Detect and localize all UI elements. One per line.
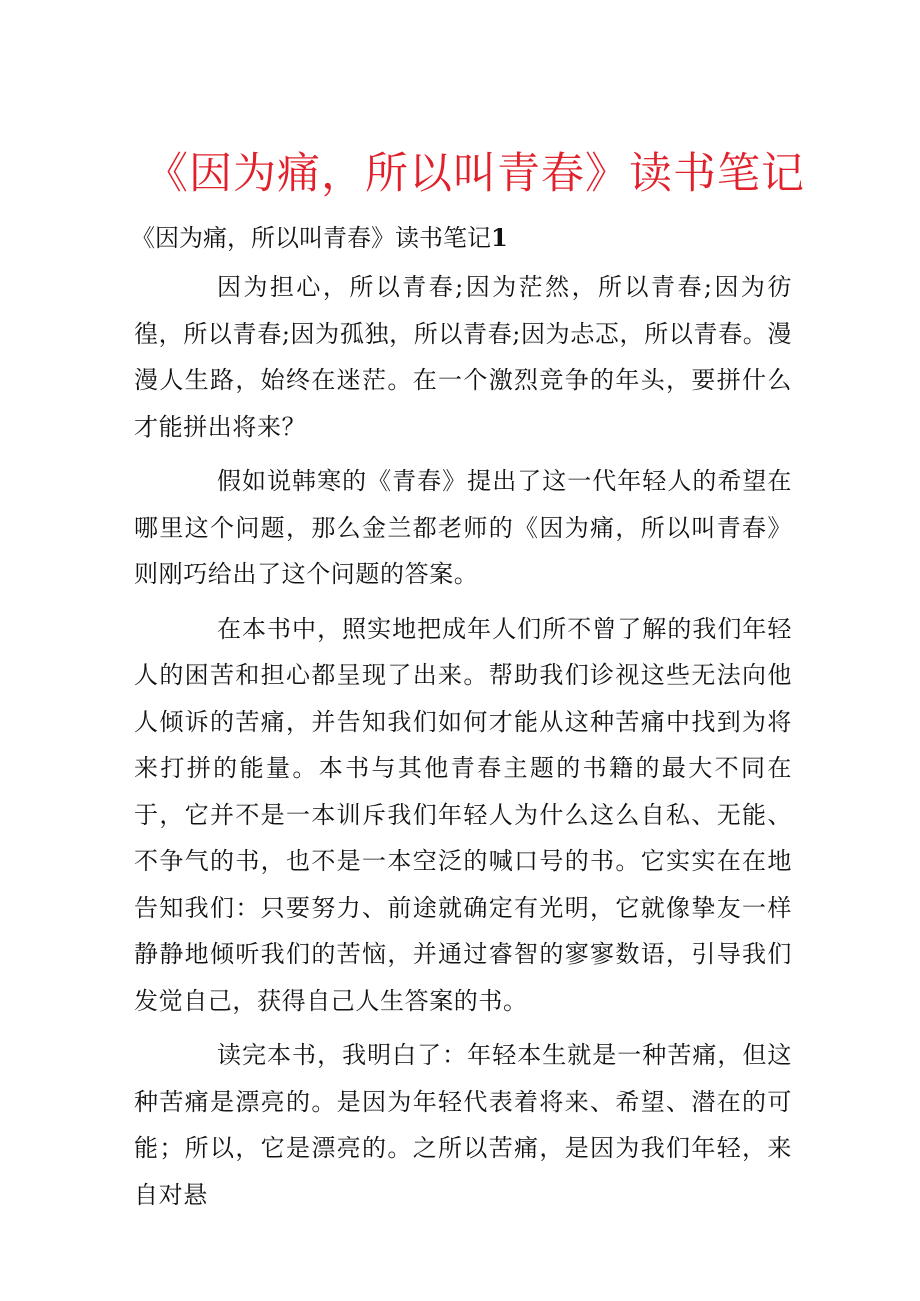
paragraph-4: 读完本书，我明白了：年轻本生就是一种苦痛，但这种苦痛是漂亮的。是因为年轻代表着将来、希望、潜在的可能；所以，它是漂亮的。之所以苦痛，是因为我们年轻，来自对悬: [134, 1041, 792, 1209]
paragraph-2: 假如说韩寒的《青春》提出了这一代年轻人的希望在哪里这个问题，那么金兰都老师的《因为痛，所以叫青春》则刚巧给出了这个问题的答案。: [134, 467, 792, 588]
document-title: 《因为痛，所以叫青春》读书笔记: [145, 149, 805, 199]
paragraph-3: 在本书中，照实地把成年人们所不曾了解的我们年轻人的困苦和担心都呈现了出来。帮助我们诊视这些无法向他人倾诉的苦痛，并告知我们如何才能从这种苦痛中找到为将来打拼的能量。本书与其他青春主题的书籍的最大不同在于，它并不是一本训斥我们年轻人为什么这么自私、无能、不争气的书，也不是一本空泛的喊口号的书。它实实在在地告知我们：只要努力、前途就确定有光明，它就像挚友一样静静地倾听我们的苦恼，并通过睿智的寥寥数语，引导我们发觉自己，获得自己人生答案的书。: [134, 614, 792, 1015]
document-subtitle: [131, 218, 508, 258]
subtitle-number: 1: [491, 223, 508, 252]
subtitle-text: 《因为痛，所以叫青春》读书笔记: [131, 224, 491, 252]
document-body: [134, 264, 792, 1226]
paragraph-1: 因为担心，所以青春;因为茫然，所以青春;因为彷徨，所以青春;因为孤独，所以青春;因为忐忑，所以青春。漫漫人生路，始终在迷茫。在一个激烈竞争的年头，要拼什么才能拼出将来？: [134, 273, 792, 441]
